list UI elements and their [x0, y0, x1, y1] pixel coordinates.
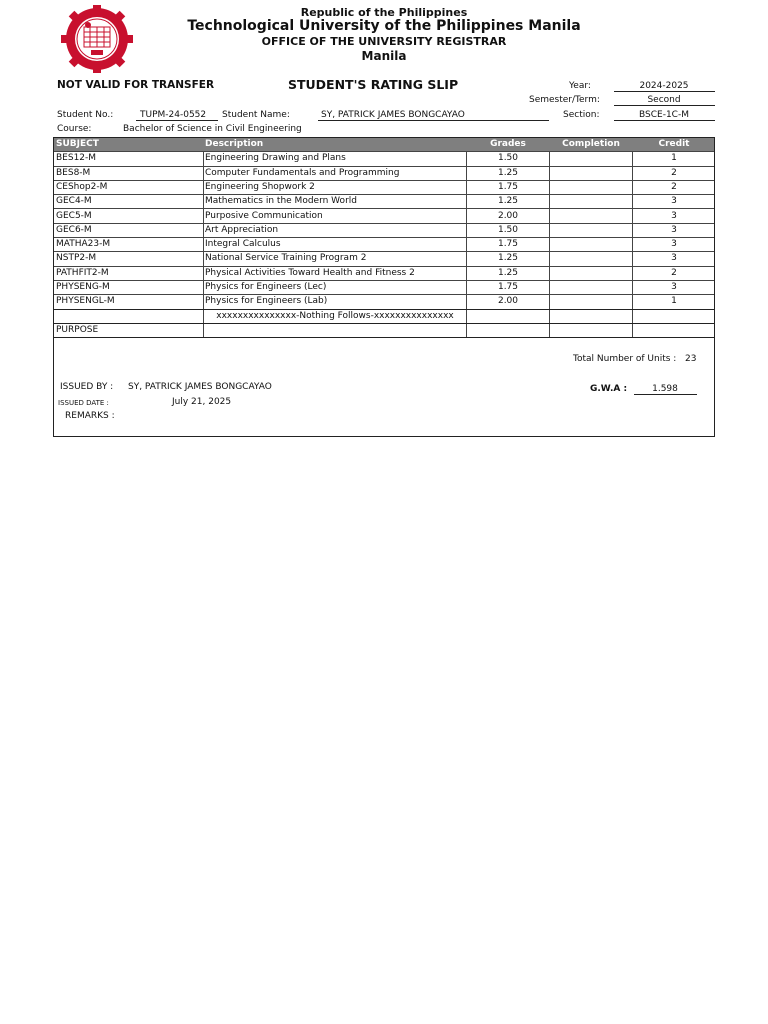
credit-value: 3	[671, 196, 677, 207]
remarks-label: REMARKS :	[65, 411, 115, 421]
table-row	[54, 152, 714, 166]
completion-value	[551, 195, 631, 208]
grade-value: 1.25	[497, 267, 519, 278]
subject-code: PHYSENGL-M	[56, 296, 115, 307]
credit-value: 3	[671, 224, 677, 235]
subject-description: Engineering Drawing and Plans	[205, 153, 346, 164]
purpose-row	[54, 324, 714, 338]
table-row	[54, 195, 714, 209]
grade-value: 1.50	[497, 224, 519, 235]
grade-value: 1.75	[497, 181, 519, 192]
course-value: Bachelor of Science in Civil Engineering	[123, 124, 302, 134]
purpose-label: PURPOSE	[56, 324, 99, 335]
completion-value	[551, 167, 631, 180]
semester-underline	[614, 105, 715, 106]
subject-code: NSTP2-M	[56, 253, 97, 264]
gwa-underline	[634, 394, 697, 395]
grade-value: 1.25	[497, 253, 519, 264]
subject-description: Physical Activities Toward Health and Fitness 2	[205, 267, 415, 278]
student-no-value: TUPM-24-0552	[140, 110, 207, 120]
grades-header: Grades	[490, 139, 526, 149]
issued-date-value: July 21, 2025	[172, 397, 232, 407]
subject-description: National Service Training Program 2	[205, 253, 367, 264]
subject-description: Physics for Engineers (Lab)	[205, 296, 328, 307]
credit-header: Credit	[658, 139, 690, 149]
table-row	[54, 224, 714, 238]
table-row	[54, 252, 714, 266]
section-underline	[614, 120, 715, 121]
city-heading: Manila	[361, 49, 407, 63]
year-label: Year:	[569, 81, 591, 91]
subject-header: SUBJECT	[56, 139, 99, 149]
table-row	[54, 167, 714, 181]
grade-value: 1.50	[497, 153, 519, 164]
subject-description: Engineering Shopwork 2	[205, 181, 315, 192]
grade-value: 2.00	[497, 296, 519, 307]
table-row	[54, 210, 714, 224]
gwa-label: G.W.A :	[590, 384, 628, 394]
credit-value: 2	[671, 167, 677, 178]
slip-title: STUDENT'S RATING SLIP	[288, 77, 459, 92]
subject-code: GEC4-M	[56, 196, 92, 207]
subject-code: PATHFIT2-M	[56, 267, 109, 278]
total-units-label: Total Number of Units :	[573, 354, 677, 364]
semester-label: Semester/Term:	[529, 95, 600, 105]
grades-table	[53, 137, 715, 437]
nothing-follows-row	[54, 310, 714, 324]
subject-code: BES8-M	[56, 167, 91, 178]
completion-value	[551, 281, 631, 294]
university-name: Technological University of the Philippines Manila	[187, 18, 581, 34]
not-valid-notice: NOT VALID FOR TRANSFER	[57, 79, 215, 91]
completion-value	[551, 210, 631, 223]
republic-heading: Republic of the Philippines	[300, 6, 468, 19]
credit-value: 1	[671, 153, 677, 164]
office-heading: OFFICE OF THE UNIVERSITY REGISTRAR	[261, 35, 507, 48]
gwa-value: 1.598	[652, 384, 678, 394]
completion-value	[551, 238, 631, 251]
subject-code: MATHA23-M	[56, 239, 111, 250]
issued-date-label: ISSUED DATE :	[58, 399, 109, 407]
completion-header: Completion	[562, 139, 620, 149]
table-row	[54, 238, 714, 252]
grade-value: 1.75	[497, 239, 519, 250]
grade-value: 1.75	[497, 282, 519, 292]
table-row	[54, 267, 714, 281]
subject-description: Integral Calculus	[205, 239, 281, 250]
table-row	[54, 295, 714, 309]
total-units-value: 23	[685, 354, 697, 364]
subject-description: Purposive Communication	[205, 210, 323, 221]
subject-description: Physics for Engineers (Lec)	[205, 282, 327, 292]
credit-value: 1	[671, 296, 677, 307]
student-name-value: SY, PATRICK JAMES BONGCAYAO	[321, 110, 465, 120]
table-header-row	[54, 138, 714, 152]
subject-code: GEC6-M	[56, 224, 92, 235]
subject-description: Mathematics in the Modern World	[205, 196, 357, 207]
subject-description: Art Appreciation	[205, 224, 279, 235]
year-value: 2024-2025	[639, 81, 689, 91]
completion-value	[551, 224, 631, 237]
grade-value: 2.00	[497, 210, 519, 221]
course-label: Course:	[57, 124, 92, 134]
completion-value	[551, 267, 631, 280]
table-row	[54, 281, 714, 295]
student-no-underline	[136, 120, 218, 121]
completion-value	[551, 181, 631, 194]
subject-code: BES12-M	[56, 153, 97, 164]
issued-by-value: SY, PATRICK JAMES BONGCAYAO	[128, 382, 272, 392]
credit-value: 3	[671, 239, 677, 250]
credit-value: 2	[671, 267, 677, 278]
subject-description: Computer Fundamentals and Programming	[205, 167, 400, 178]
completion-value	[551, 152, 631, 165]
credit-value: 3	[671, 253, 677, 264]
credit-value: 3	[671, 282, 677, 292]
year-underline	[614, 91, 715, 92]
grade-value: 1.25	[497, 196, 519, 207]
description-header: Description	[205, 139, 264, 149]
completion-value	[551, 252, 631, 265]
semester-value: Second	[647, 95, 681, 105]
nothing-follows-text: xxxxxxxxxxxxxxx-Nothing Follows-xxxxxxxxxxxxxxx	[216, 310, 454, 321]
subject-code: GEC5-M	[56, 210, 92, 221]
grade-value: 1.25	[497, 167, 519, 178]
credit-value: 3	[671, 210, 677, 221]
subject-code: CEShop2-M	[56, 181, 108, 192]
student-name-underline	[318, 120, 549, 121]
issued-by-label: ISSUED BY :	[60, 382, 114, 392]
section-value: BSCE-1C-M	[639, 110, 689, 120]
section-label: Section:	[563, 110, 600, 120]
university-seal-icon	[54, 5, 140, 73]
student-no-label: Student No.:	[57, 110, 114, 120]
credit-value: 2	[671, 181, 677, 192]
table-row	[54, 181, 714, 195]
subject-code: PHYSENG-M	[56, 282, 110, 292]
student-name-label: Student Name:	[222, 110, 290, 120]
completion-value	[551, 295, 631, 308]
